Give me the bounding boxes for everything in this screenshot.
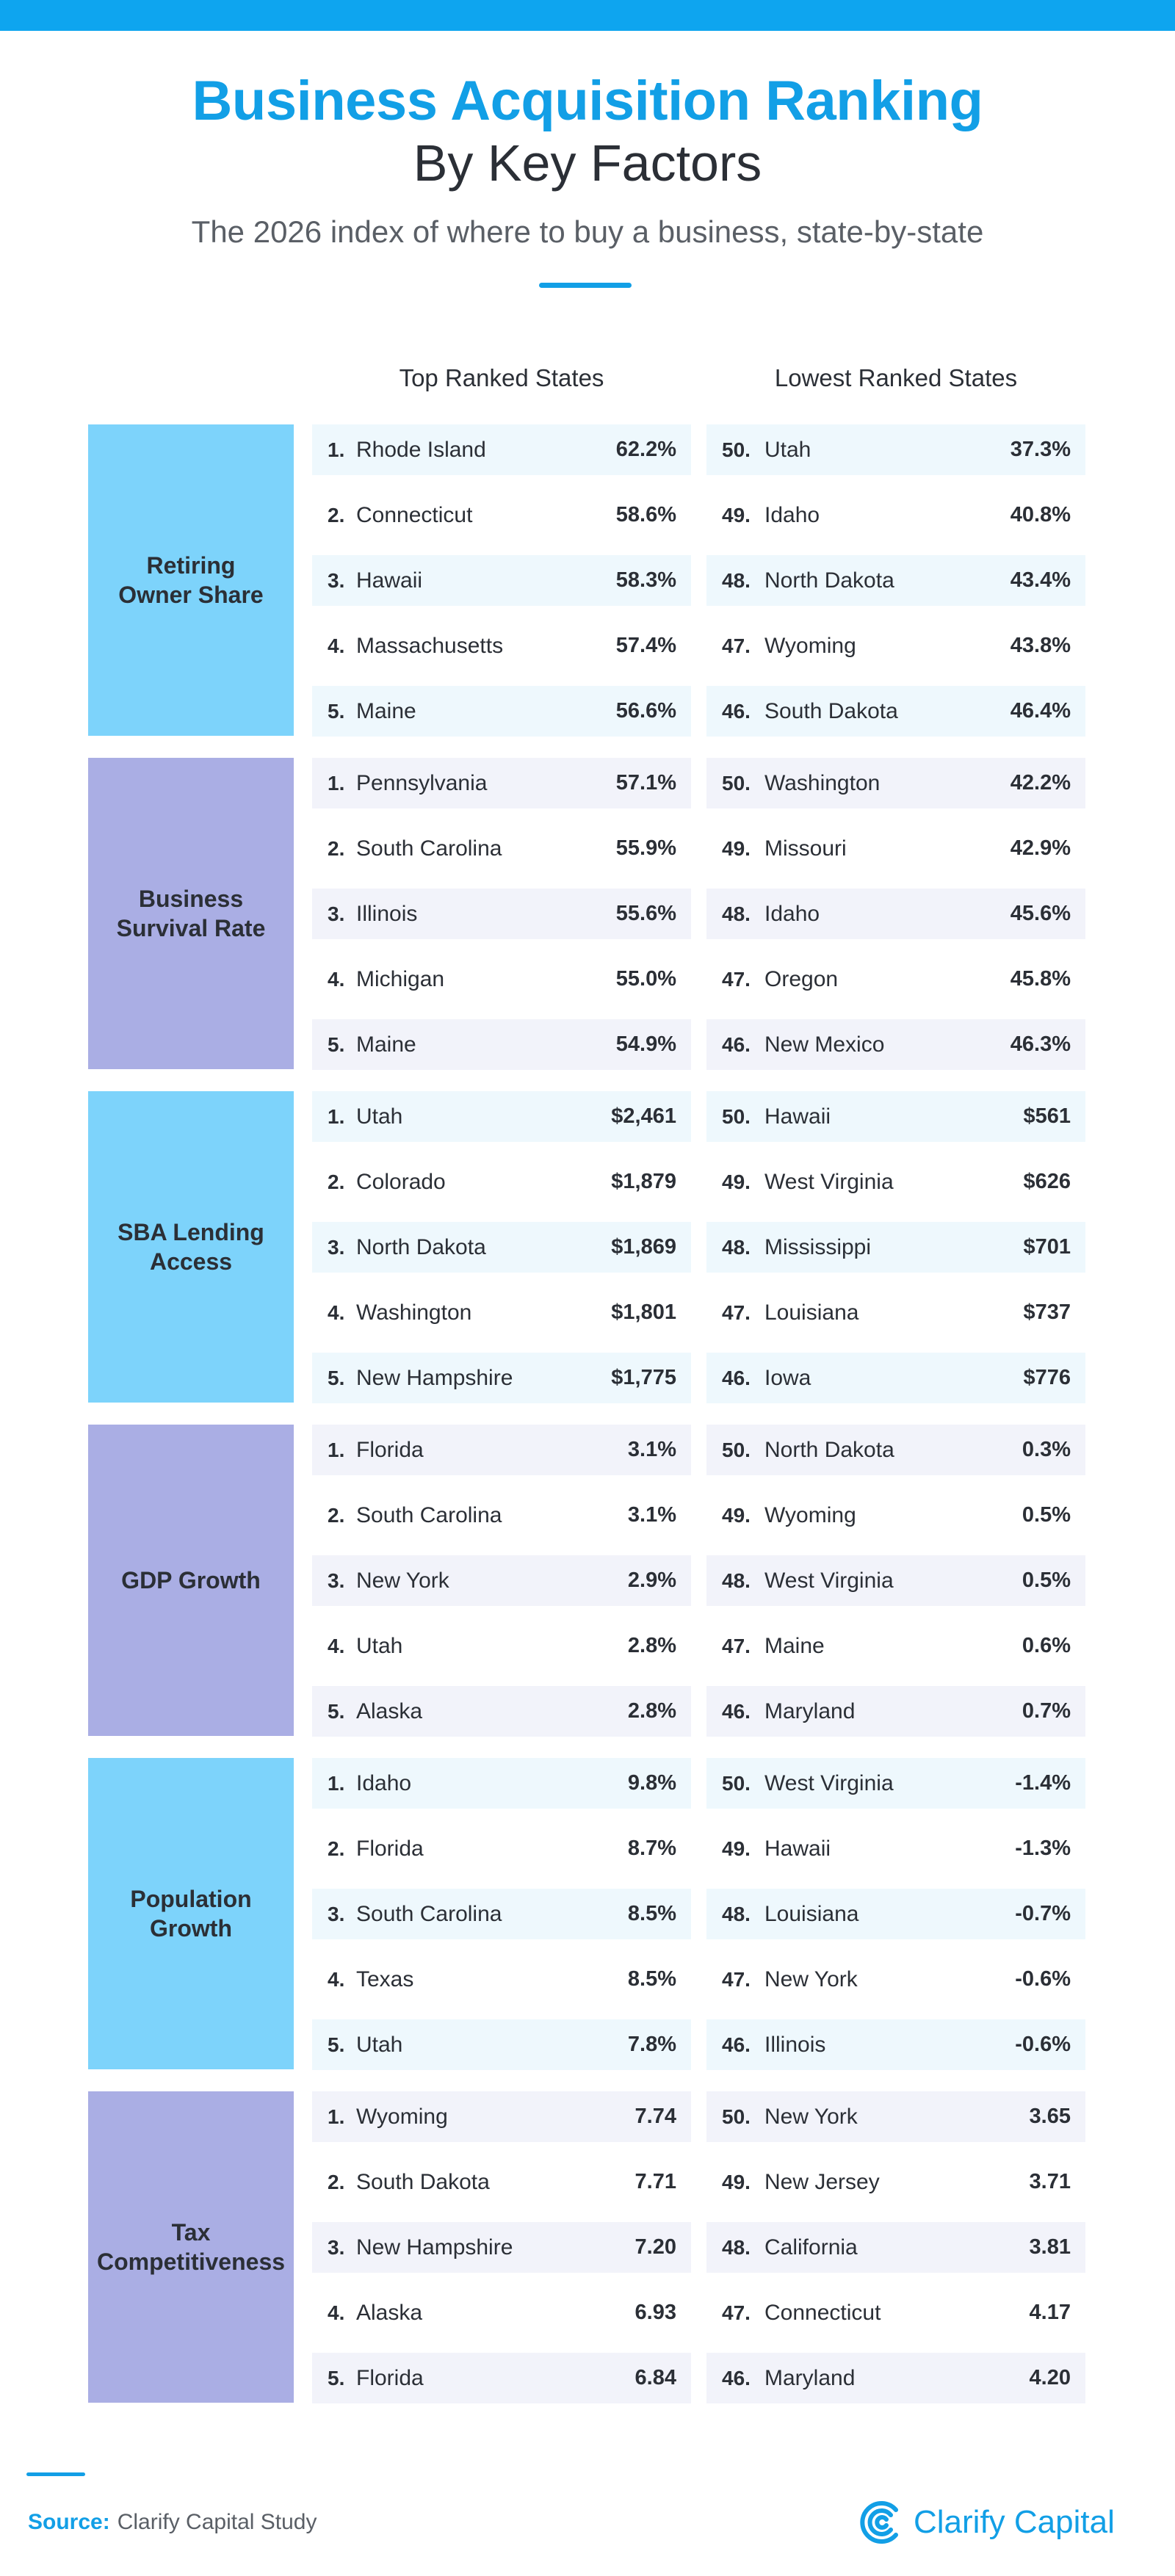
ranking-row xyxy=(706,1758,1085,1809)
rank-number: 50. xyxy=(722,2105,751,2128)
metric-value: 58.6% xyxy=(615,503,676,527)
ranking-row xyxy=(312,1555,691,1606)
state-name: Michigan xyxy=(356,966,445,991)
metric-value: 3.1% xyxy=(627,1503,676,1527)
metric-value: 2.9% xyxy=(627,1569,676,1592)
lowest-ranked-list xyxy=(706,758,1085,1070)
metric-value: 46.4% xyxy=(1010,699,1071,723)
title-divider xyxy=(539,283,632,288)
clarify-capital-logo-icon xyxy=(859,2500,905,2545)
state-name: Louisiana xyxy=(764,1300,859,1325)
metric-value: 43.4% xyxy=(1010,568,1071,592)
footer-divider xyxy=(26,2472,85,2476)
metric-value: 2.8% xyxy=(627,1699,676,1723)
state-name: North Dakota xyxy=(764,1437,894,1462)
state-name: Mississippi xyxy=(764,1234,872,1259)
metric-value: $1,879 xyxy=(611,1170,676,1193)
state-name: Wyoming xyxy=(356,2104,448,2129)
rank-number: 48. xyxy=(722,1235,751,1259)
ranking-row xyxy=(312,621,691,671)
page-title-line-2: By Key Factors xyxy=(413,134,762,192)
metric-value: 0.5% xyxy=(1022,1503,1071,1527)
rank-number: 5. xyxy=(328,1699,345,1723)
metric-value: 0.6% xyxy=(1022,1634,1071,1657)
rank-number: 47. xyxy=(722,1300,751,1324)
rank-number: 50. xyxy=(722,438,751,461)
source-line xyxy=(28,2510,317,2535)
state-name: Iowa xyxy=(764,1365,811,1390)
factor-label: Population Growth xyxy=(88,1758,294,2069)
ranking-row xyxy=(706,2222,1085,2273)
metric-value: 0.7% xyxy=(1022,1699,1071,1723)
metric-value: 3.81 xyxy=(1029,2235,1071,2259)
ranking-row xyxy=(312,823,691,874)
state-name: Texas xyxy=(356,1967,414,1991)
state-name: South Carolina xyxy=(356,1901,502,1926)
metric-value: 54.9% xyxy=(615,1032,676,1056)
metric-value: $1,775 xyxy=(611,1366,676,1389)
ranking-row xyxy=(312,1490,691,1541)
state-name: Oregon xyxy=(764,966,839,991)
rank-number: 2. xyxy=(328,836,345,860)
rank-number: 48. xyxy=(722,902,751,925)
top-ranked-list xyxy=(312,1758,691,2070)
metric-value: $2,461 xyxy=(611,1104,676,1128)
state-name: Illinois xyxy=(356,901,418,926)
state-name: Idaho xyxy=(356,1770,412,1795)
rank-number: 50. xyxy=(722,1104,751,1128)
rank-number: 50. xyxy=(722,1438,751,1461)
state-name: Florida xyxy=(356,1836,424,1861)
metric-value: $1,801 xyxy=(611,1300,676,1324)
ranking-row xyxy=(312,1287,691,1338)
state-name: Idaho xyxy=(764,502,820,527)
state-name: California xyxy=(764,2235,858,2260)
ranking-row xyxy=(312,2287,691,2338)
metric-value: 3.65 xyxy=(1029,2105,1071,2128)
state-name: Hawaii xyxy=(764,1836,831,1861)
metric-value: 46.3% xyxy=(1010,1032,1071,1056)
rank-number: 50. xyxy=(722,1771,751,1795)
header xyxy=(0,70,1175,250)
metric-value: -0.6% xyxy=(1015,2033,1071,2056)
ranking-row xyxy=(312,1019,691,1070)
metric-value: 55.9% xyxy=(615,836,676,860)
state-name: Idaho xyxy=(764,901,820,926)
ranking-row xyxy=(312,1758,691,1809)
ranking-row xyxy=(706,2019,1085,2070)
state-name: Utah xyxy=(356,1633,403,1658)
state-name: New Mexico xyxy=(764,1032,885,1057)
top-ranked-list xyxy=(312,1425,691,1737)
ranking-row xyxy=(312,1954,691,2005)
rank-number: 48. xyxy=(722,1902,751,1925)
rank-number: 47. xyxy=(722,967,751,991)
factor-section xyxy=(0,2091,1175,2403)
ranking-row xyxy=(312,1889,691,1939)
lowest-ranked-list xyxy=(706,2091,1085,2403)
ranking-row xyxy=(312,2222,691,2273)
state-name: North Dakota xyxy=(356,1234,486,1259)
top-ranked-list xyxy=(312,424,691,737)
lowest-ranked-list xyxy=(706,1091,1085,1403)
rank-number: 5. xyxy=(328,2033,345,2056)
metric-value: 9.8% xyxy=(627,1771,676,1795)
ranking-row xyxy=(706,758,1085,808)
metric-value: 37.3% xyxy=(1010,438,1071,461)
metric-value: 4.17 xyxy=(1029,2301,1071,2324)
ranking-row xyxy=(312,954,691,1005)
ranking-row xyxy=(706,1490,1085,1541)
rank-number: 46. xyxy=(722,1032,751,1056)
ranking-row xyxy=(312,555,691,606)
metric-value: 45.8% xyxy=(1010,967,1071,991)
ranking-row xyxy=(706,686,1085,737)
rank-number: 1. xyxy=(328,2105,345,2128)
rank-number: 49. xyxy=(722,2170,751,2193)
ranking-row xyxy=(312,1425,691,1475)
rank-number: 49. xyxy=(722,1503,751,1527)
lowest-ranked-list xyxy=(706,1758,1085,2070)
rank-number: 1. xyxy=(328,1438,345,1461)
metric-value: 3.1% xyxy=(627,1438,676,1461)
state-name: Connecticut xyxy=(764,2300,881,2325)
ranking-row xyxy=(312,1157,691,1207)
state-name: New York xyxy=(356,1568,449,1593)
rank-number: 46. xyxy=(722,699,751,723)
state-name: Alaska xyxy=(356,1698,423,1723)
ranking-row xyxy=(706,1157,1085,1207)
state-name: Hawaii xyxy=(356,568,423,593)
rank-number: 4. xyxy=(328,1967,345,1991)
metric-value: 4.20 xyxy=(1029,2366,1071,2389)
state-name: Connecticut xyxy=(356,502,473,527)
state-name: West Virginia xyxy=(764,1770,894,1795)
ranking-row xyxy=(706,1353,1085,1403)
ranking-row xyxy=(706,1019,1085,1070)
metric-value: 8.5% xyxy=(627,1902,676,1925)
metric-value: 45.6% xyxy=(1010,902,1071,925)
rank-number: 47. xyxy=(722,2301,751,2324)
ranking-row xyxy=(312,490,691,540)
state-name: Maryland xyxy=(764,1698,856,1723)
rank-number: 1. xyxy=(328,771,345,795)
metric-value: 0.5% xyxy=(1022,1569,1071,1592)
rank-number: 47. xyxy=(722,1634,751,1657)
rank-number: 49. xyxy=(722,503,751,527)
rank-number: 4. xyxy=(328,634,345,657)
metric-value: -1.3% xyxy=(1015,1837,1071,1860)
factor-label: SBA Lending Access xyxy=(88,1091,294,1403)
state-name: Utah xyxy=(356,1104,403,1129)
column-header-top: Top Ranked States xyxy=(399,364,604,391)
state-name: Colorado xyxy=(356,1169,446,1194)
metric-value: 62.2% xyxy=(615,438,676,461)
metric-value: 58.3% xyxy=(615,568,676,592)
state-name: South Carolina xyxy=(356,1502,502,1527)
ranking-row xyxy=(706,823,1085,874)
rank-number: 4. xyxy=(328,2301,345,2324)
state-name: Wyoming xyxy=(764,1502,856,1527)
rank-number: 49. xyxy=(722,1837,751,1860)
factor-label: Business Survival Rate xyxy=(88,758,294,1069)
lowest-ranked-list xyxy=(706,1425,1085,1737)
metric-value: 2.8% xyxy=(627,1634,676,1657)
state-name: New York xyxy=(764,2104,858,2129)
rank-number: 2. xyxy=(328,1503,345,1527)
metric-value: 6.93 xyxy=(634,2301,676,2324)
state-name: Washington xyxy=(764,770,881,795)
ranking-row xyxy=(312,2157,691,2207)
ranking-row xyxy=(312,1621,691,1671)
rank-number: 2. xyxy=(328,503,345,527)
state-name: North Dakota xyxy=(764,568,894,593)
ranking-row xyxy=(706,1823,1085,1874)
ranking-row xyxy=(312,889,691,939)
state-name: Florida xyxy=(356,2365,424,2390)
rank-number: 3. xyxy=(328,568,345,592)
ranking-row xyxy=(706,1954,1085,2005)
ranking-row xyxy=(706,1091,1085,1142)
factor-section xyxy=(0,1091,1175,1403)
ranking-row xyxy=(706,1287,1085,1338)
metric-value: 56.6% xyxy=(615,699,676,723)
ranking-row xyxy=(706,1621,1085,1671)
metric-value: 3.71 xyxy=(1029,2170,1071,2193)
rank-number: 3. xyxy=(328,2235,345,2259)
factor-section xyxy=(0,1758,1175,2069)
metric-value: 40.8% xyxy=(1010,503,1071,527)
top-ranked-list xyxy=(312,758,691,1070)
ranking-row xyxy=(312,1353,691,1403)
source-text: Clarify Capital Study xyxy=(117,2510,317,2534)
rank-number: 3. xyxy=(328,1902,345,1925)
factor-label: Tax Competitiveness xyxy=(88,2091,294,2403)
state-name: Illinois xyxy=(764,2032,826,2057)
rank-number: 4. xyxy=(328,967,345,991)
ranking-row xyxy=(706,1889,1085,1939)
metric-value: -0.7% xyxy=(1015,1902,1071,1925)
brand-name: Clarify Capital xyxy=(914,2504,1115,2540)
rank-number: 4. xyxy=(328,1300,345,1324)
metric-value: 55.6% xyxy=(615,902,676,925)
state-name: New York xyxy=(764,1967,858,1991)
ranking-row xyxy=(312,686,691,737)
metric-value: 7.74 xyxy=(634,2105,676,2128)
metric-value: 7.8% xyxy=(627,2033,676,2056)
metric-value: $701 xyxy=(1023,1235,1071,1259)
metric-value: $561 xyxy=(1023,1104,1071,1128)
rank-number: 47. xyxy=(722,1967,751,1991)
top-accent-bar xyxy=(0,0,1175,31)
state-name: Utah xyxy=(764,437,811,462)
metric-value: 7.20 xyxy=(634,2235,676,2259)
brand xyxy=(859,2497,1115,2548)
rank-number: 4. xyxy=(328,1634,345,1657)
metric-value: $626 xyxy=(1023,1170,1071,1193)
rank-number: 48. xyxy=(722,568,751,592)
page-subtitle: The 2026 index of where to buy a business, state-by-state xyxy=(191,214,984,249)
ranking-row xyxy=(312,2353,691,2403)
metric-value: 42.9% xyxy=(1010,836,1071,860)
state-name: Maine xyxy=(764,1633,825,1658)
rank-number: 49. xyxy=(722,836,751,860)
state-name: South Dakota xyxy=(764,698,898,723)
rank-number: 46. xyxy=(722,2033,751,2056)
rank-number: 5. xyxy=(328,2366,345,2389)
metric-value: -0.6% xyxy=(1015,1967,1071,1991)
metric-value: $776 xyxy=(1023,1366,1071,1389)
state-name: Pennsylvania xyxy=(356,770,488,795)
lowest-ranked-list xyxy=(706,424,1085,737)
factor-section xyxy=(0,1425,1175,1736)
factor-section xyxy=(0,424,1175,736)
rank-number: 2. xyxy=(328,1837,345,1860)
metric-value: 6.84 xyxy=(634,2366,676,2389)
rank-number: 46. xyxy=(722,1366,751,1389)
rank-number: 2. xyxy=(328,2170,345,2193)
ranking-row xyxy=(706,1555,1085,1606)
metric-value: 57.4% xyxy=(615,634,676,657)
state-name: Rhode Island xyxy=(356,437,486,462)
ranking-row xyxy=(312,2091,691,2142)
state-name: Washington xyxy=(356,1300,472,1325)
ranking-row xyxy=(706,2353,1085,2403)
rank-number: 46. xyxy=(722,1699,751,1723)
rank-number: 50. xyxy=(722,771,751,795)
rank-number: 3. xyxy=(328,902,345,925)
factor-label: Retiring Owner Share xyxy=(88,424,294,736)
metric-value: 8.5% xyxy=(627,1967,676,1991)
ranking-row xyxy=(706,490,1085,540)
top-ranked-list xyxy=(312,1091,691,1403)
ranking-row xyxy=(312,1091,691,1142)
state-name: West Virginia xyxy=(764,1568,894,1593)
state-name: Utah xyxy=(356,2032,403,2057)
state-name: Missouri xyxy=(764,836,847,861)
state-name: South Carolina xyxy=(356,836,502,861)
state-name: Massachusetts xyxy=(356,633,504,658)
state-name: New Jersey xyxy=(764,2169,880,2194)
source-label: Source: xyxy=(28,2510,110,2534)
page-title: Business Acquisition Ranking xyxy=(192,70,983,132)
rank-number: 1. xyxy=(328,1771,345,1795)
state-name: Maryland xyxy=(764,2365,856,2390)
ranking-row xyxy=(706,889,1085,939)
state-name: West Virginia xyxy=(764,1169,894,1194)
state-name: New Hampshire xyxy=(356,2235,513,2260)
ranking-row xyxy=(312,1222,691,1273)
metric-value: 57.1% xyxy=(615,771,676,795)
state-name: Hawaii xyxy=(764,1104,831,1129)
rank-number: 47. xyxy=(722,634,751,657)
ranking-row xyxy=(312,1823,691,1874)
metric-value: 8.7% xyxy=(627,1837,676,1860)
ranking-row xyxy=(312,758,691,808)
rank-number: 5. xyxy=(328,1366,345,1389)
rank-number: 5. xyxy=(328,699,345,723)
metric-value: $737 xyxy=(1023,1300,1071,1324)
state-name: South Dakota xyxy=(356,2169,490,2194)
state-name: Maine xyxy=(356,1032,416,1057)
ranking-row xyxy=(706,2287,1085,2338)
rank-number: 48. xyxy=(722,1569,751,1592)
rank-number: 5. xyxy=(328,1032,345,1056)
rank-number: 1. xyxy=(328,1104,345,1128)
rank-number: 2. xyxy=(328,1170,345,1193)
state-name: Wyoming xyxy=(764,633,856,658)
metric-value: 43.8% xyxy=(1010,634,1071,657)
ranking-row xyxy=(706,1686,1085,1737)
state-name: Florida xyxy=(356,1437,424,1462)
metric-value: $1,869 xyxy=(611,1235,676,1259)
metric-value: 42.2% xyxy=(1010,771,1071,795)
ranking-row xyxy=(312,424,691,475)
ranking-row xyxy=(706,2091,1085,2142)
state-name: Alaska xyxy=(356,2300,423,2325)
rank-number: 3. xyxy=(328,1235,345,1259)
rank-number: 48. xyxy=(722,2235,751,2259)
ranking-row xyxy=(706,424,1085,475)
ranking-row xyxy=(312,2019,691,2070)
metric-value: 7.71 xyxy=(634,2170,676,2193)
metric-value: 55.0% xyxy=(615,967,676,991)
state-name: Maine xyxy=(356,698,416,723)
ranking-row xyxy=(706,954,1085,1005)
ranking-row xyxy=(706,2157,1085,2207)
ranking-row xyxy=(312,1686,691,1737)
rank-number: 49. xyxy=(722,1170,751,1193)
rank-number: 1. xyxy=(328,438,345,461)
ranking-row xyxy=(706,555,1085,606)
metric-value: -1.4% xyxy=(1015,1771,1071,1795)
rank-number: 3. xyxy=(328,1569,345,1592)
ranking-row xyxy=(706,1222,1085,1273)
top-ranked-list xyxy=(312,2091,691,2403)
ranking-row xyxy=(706,621,1085,671)
factor-label: GDP Growth xyxy=(88,1425,294,1736)
metric-value: 0.3% xyxy=(1022,1438,1071,1461)
state-name: New Hampshire xyxy=(356,1365,513,1390)
ranking-row xyxy=(706,1425,1085,1475)
column-header-lowest: Lowest Ranked States xyxy=(774,364,1018,391)
rank-number: 46. xyxy=(722,2366,751,2389)
state-name: Louisiana xyxy=(764,1901,859,1926)
factor-section xyxy=(0,758,1175,1069)
